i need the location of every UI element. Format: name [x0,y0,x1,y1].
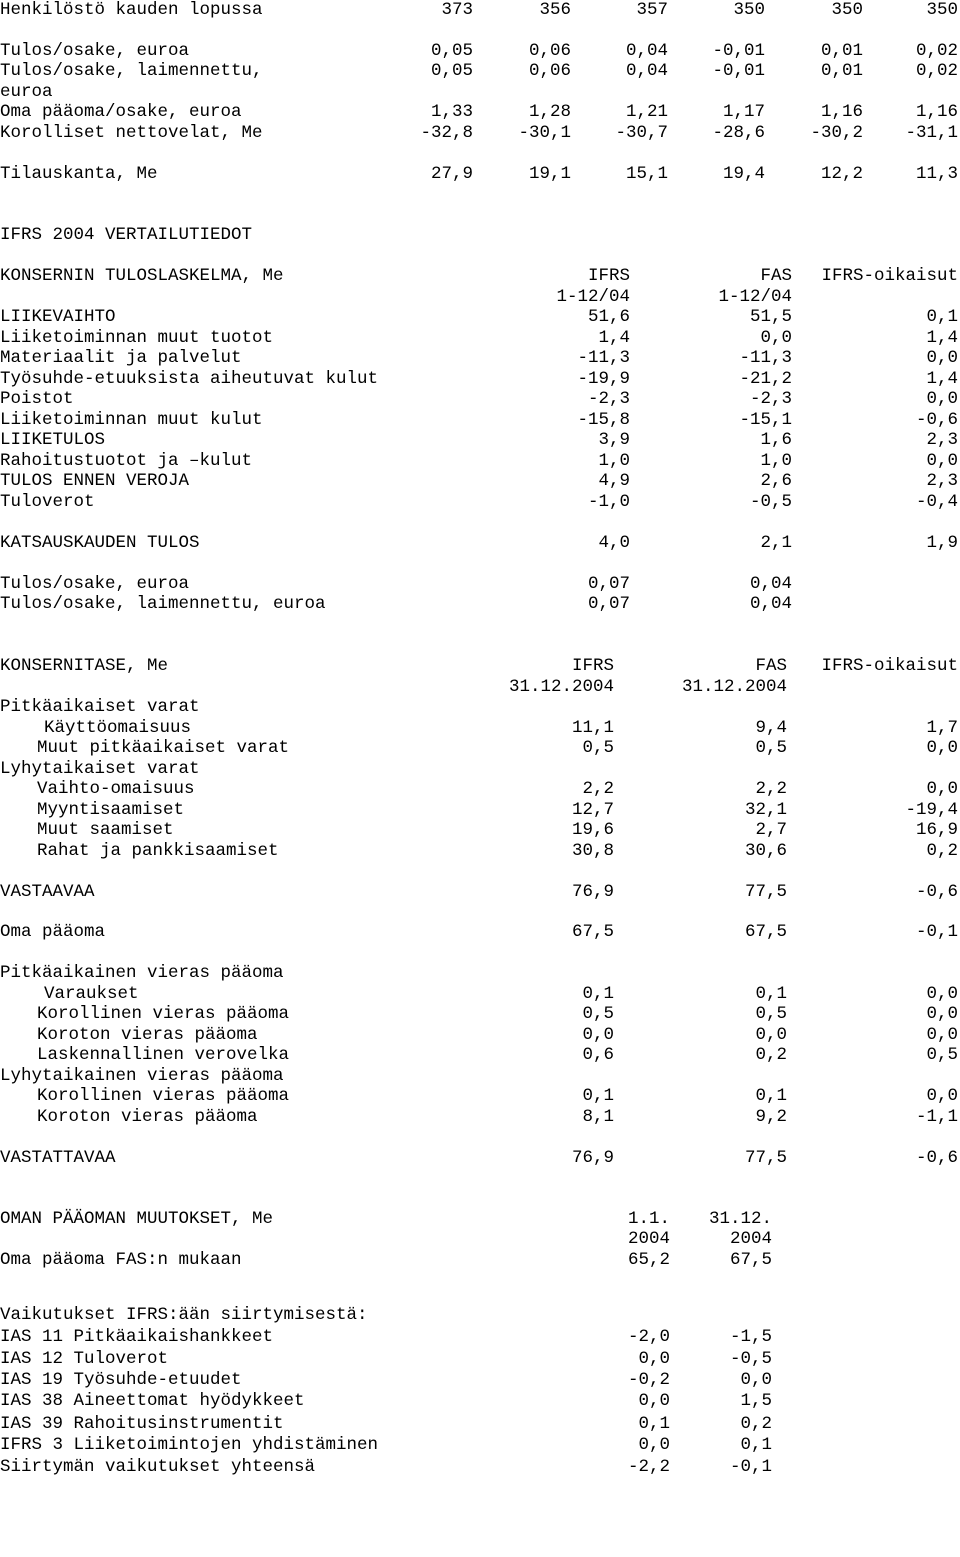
value-cell: -0,01 [712,61,765,81]
row-label: Liiketoiminnan muut tuotot [0,328,274,348]
value-cell: 0,0 [926,451,958,471]
row-label: Pitkäaikainen vieras pääoma [0,963,284,983]
row-label: IAS 19 Työsuhde-etuudet [0,1370,242,1390]
table-row [0,1045,960,1065]
row-label: Tulos/osake, euroa [0,574,190,594]
value-cell: 0,1 [582,984,614,1004]
value-cell: 0,04 [625,61,668,81]
value-cell: 1,5 [740,1391,772,1411]
value-cell: -11,3 [739,348,792,368]
period-fas: 1-12/04 [718,287,792,307]
value-cell: 2,2 [582,779,614,799]
table-row [0,1327,960,1347]
value-cell: 67,5 [744,922,787,942]
value-cell: 19,1 [528,164,571,184]
value-cell: 67,5 [729,1250,772,1270]
row-label: TULOS ENNEN VEROJA [0,471,190,491]
value-cell: 0,2 [755,1045,787,1065]
row-label: Korollinen vieras pääoma [37,1004,290,1024]
row-label: Tulos/osake, euroa [0,41,190,61]
row-label: Vaihto-omaisuus [37,779,195,799]
value-cell: -30,7 [615,123,668,143]
table-row [0,922,960,942]
row-label: IFRS 3 Liiketoimintojen yhdistäminen [0,1435,379,1455]
value-cell: -15,8 [577,410,630,430]
value-cell: 1,9 [926,533,958,553]
value-cell: 0,5 [755,738,787,758]
year-end: 2004 [729,1229,772,1249]
row-label: Muut saamiset [37,820,174,840]
table-row [0,451,960,471]
date-fas: 31.12.2004 [681,677,787,697]
value-cell: 1,4 [598,328,630,348]
value-cell: 4,9 [598,471,630,491]
value-cell: 0,0 [926,389,958,409]
value-cell: -1,5 [729,1327,772,1347]
value-cell: 16,9 [915,820,958,840]
value-cell: -0,6 [915,882,958,902]
row-label: IAS 39 Rahoitusinstrumentit [0,1414,284,1434]
row-label: Pitkäaikaiset varat [0,697,200,717]
value-cell: 0,01 [820,61,863,81]
value-cell: -21,2 [739,369,792,389]
row-label: Vaikutukset IFRS:ään siirtymisestä: [0,1305,368,1325]
value-cell: 0,2 [926,841,958,861]
equity-header [0,1209,960,1229]
table-row [0,1148,960,1168]
value-cell: 30,8 [571,841,614,861]
value-cell: 0,0 [740,1370,772,1390]
row-label: Oma pääoma [0,922,106,942]
column-header-ifrs-adjustments: IFRS-oikaisut [821,656,958,676]
row-label: Rahat ja pankkisaamiset [37,841,279,861]
table-row [0,841,960,861]
row-label: IAS 38 Aineettomat hyödykkeet [0,1391,305,1411]
period-ifrs: 1-12/04 [556,287,630,307]
value-cell: 1,4 [926,328,958,348]
value-cell: 9,2 [755,1107,787,1127]
value-cell: 2,1 [760,533,792,553]
row-label: IAS 12 Tuloverot [0,1349,169,1369]
value-cell: 1,17 [722,102,765,122]
table-row [0,779,960,799]
value-cell: 0,06 [528,61,571,81]
table-row [0,41,960,61]
row-label: Myyntisaamiset [37,800,185,820]
value-cell: 27,9 [430,164,473,184]
table-row [0,1349,960,1369]
table-row [0,594,960,614]
value-cell: 0,0 [926,1004,958,1024]
value-cell: 0,1 [926,307,958,327]
value-cell: 77,5 [744,882,787,902]
row-label: VASTATTAVAA [0,1148,116,1168]
value-cell: -0,2 [627,1370,670,1390]
table-row [0,164,960,184]
value-cell: 1,28 [528,102,571,122]
value-cell: 0,5 [755,1004,787,1024]
value-cell: -0,4 [915,492,958,512]
value-cell: 0,1 [755,1086,787,1106]
value-cell: 0,1 [740,1435,772,1455]
value-cell: 0,0 [926,1086,958,1106]
value-cell: 1,0 [760,451,792,471]
value-cell: 0,6 [582,1045,614,1065]
value-cell: 0,0 [582,1025,614,1045]
table-row [0,1025,960,1045]
column-header-fas: FAS [755,656,787,676]
value-cell: 2,3 [926,471,958,491]
income-title: KONSERNIN TULOSLASKELMA, Me [0,266,284,286]
table-row [0,61,960,81]
equity-title: OMAN PÄÄOMAN MUUTOKSET, Me [0,1209,274,1229]
balance-header [0,656,960,676]
value-cell: -1,0 [587,492,630,512]
table-row [0,348,960,368]
value-cell: 2,3 [926,430,958,450]
value-cell: 0,06 [528,41,571,61]
table-row [0,820,960,840]
value-cell: 0,0 [926,1025,958,1045]
row-label: Muut pitkäaikaiset varat [37,738,290,758]
row-label: Rahoitustuotot ja –kulut [0,451,253,471]
value-cell: 1,16 [915,102,958,122]
table-row [0,410,960,430]
row-label: Tulos/osake, laimennettu, [0,61,263,81]
table-row [0,82,960,102]
table-row [0,574,960,594]
table-row [0,1435,960,1455]
value-cell: 51,5 [749,307,792,327]
value-cell: 0,0 [926,779,958,799]
value-cell: 65,2 [627,1250,670,1270]
value-cell: 9,4 [755,718,787,738]
balance-title: KONSERNITASE, Me [0,656,169,676]
row-label: Siirtymän vaikutukset yhteensä [0,1457,316,1477]
section-title-text: IFRS 2004 VERTAILUTIEDOT [0,225,253,245]
table-row [0,1457,960,1477]
row-label: Korollinen vieras pääoma [37,1086,290,1106]
value-cell: 12,7 [571,800,614,820]
value-cell: 1,33 [430,102,473,122]
table-row [0,430,960,450]
value-cell: 0,07 [587,574,630,594]
row-label: Liiketoiminnan muut kulut [0,410,263,430]
balance-date-row [0,677,960,697]
value-cell: 19,6 [571,820,614,840]
column-header-ifrs: IFRS [571,656,614,676]
value-cell: 2,6 [760,471,792,491]
row-label: KATSAUSKAUDEN TULOS [0,533,200,553]
table-row [0,1370,960,1390]
value-cell: 32,1 [744,800,787,820]
value-cell: 1,21 [625,102,668,122]
table-row [0,369,960,389]
group-heading [0,963,960,983]
equity-year-row [0,1229,960,1249]
table-row [0,492,960,512]
table-row [0,1004,960,1024]
value-cell: 11,3 [915,164,958,184]
value-cell: 0,0 [926,348,958,368]
table-row [0,1391,960,1411]
value-cell: 0,5 [582,1004,614,1024]
row-label: VASTAAVAA [0,882,95,902]
column-header-fas: FAS [760,266,792,286]
value-cell: 30,6 [744,841,787,861]
value-cell: -31,1 [905,123,958,143]
value-cell: 0,04 [625,41,668,61]
value-cell: 0,04 [749,574,792,594]
row-label: Laskennallinen verovelka [37,1045,290,1065]
value-cell: -30,2 [810,123,863,143]
value-cell: 1,16 [820,102,863,122]
value-cell: 350 [831,0,863,20]
value-cell: -2,2 [627,1457,670,1477]
table-row [0,533,960,553]
row-label: Varaukset [44,984,139,1004]
value-cell: 0,02 [915,61,958,81]
row-label: Tulos/osake, laimennettu, euroa [0,594,326,614]
value-cell: -0,5 [729,1349,772,1369]
value-cell: 0,0 [638,1349,670,1369]
value-cell: 0,1 [755,984,787,1004]
row-label: Työsuhde-etuuksista aiheutuvat kulut [0,369,379,389]
value-cell: 356 [539,0,571,20]
value-cell: -0,01 [712,41,765,61]
value-cell: 8,1 [582,1107,614,1127]
value-cell: 0,02 [915,41,958,61]
value-cell: 77,5 [744,1148,787,1168]
value-cell: -19,9 [577,369,630,389]
value-cell: -2,3 [749,389,792,409]
row-label: IAS 11 Pitkäaikaishankkeet [0,1327,274,1347]
income-header [0,266,960,286]
value-cell: -15,1 [739,410,792,430]
group-heading [0,697,960,717]
value-cell: 0,04 [749,594,792,614]
group-heading [0,759,960,779]
value-cell: -32,8 [420,123,473,143]
value-cell: 0,05 [430,61,473,81]
row-label: LIIKEVAIHTO [0,307,116,327]
value-cell: 0,2 [740,1414,772,1434]
value-cell: 11,1 [571,718,614,738]
value-cell: -30,1 [518,123,571,143]
value-cell: 0,1 [638,1414,670,1434]
row-label: Tuloverot [0,492,95,512]
year-start: 2004 [627,1229,670,1249]
value-cell: -0,1 [915,922,958,942]
table-row [0,718,960,738]
value-cell: 2,7 [755,820,787,840]
row-label: Korolliset nettovelat, Me [0,123,263,143]
value-cell: 0,0 [638,1435,670,1455]
value-cell: 67,5 [571,922,614,942]
column-header-end: 31.12. [708,1209,772,1229]
value-cell: 76,9 [571,882,614,902]
table-row [0,389,960,409]
value-cell: 357 [636,0,668,20]
table-row [0,1086,960,1106]
value-cell: -1,1 [915,1107,958,1127]
value-cell: 1,6 [760,430,792,450]
group-heading [0,1305,960,1325]
column-header-start: 1.1. [627,1209,670,1229]
table-row [0,1250,960,1270]
value-cell: -2,0 [627,1327,670,1347]
table-row [0,328,960,348]
value-cell: -28,6 [712,123,765,143]
value-cell: -11,3 [577,348,630,368]
value-cell: 1,4 [926,369,958,389]
value-cell: 3,9 [598,430,630,450]
row-label: Tilauskanta, Me [0,164,158,184]
table-row [0,123,960,143]
value-cell: 0,0 [638,1391,670,1411]
value-cell: 1,0 [598,451,630,471]
value-cell: -0,5 [749,492,792,512]
table-row [0,1414,960,1434]
table-row [0,882,960,902]
value-cell: -0,6 [915,1148,958,1168]
value-cell: 0,0 [755,1025,787,1045]
value-cell: 2,2 [755,779,787,799]
table-row [0,984,960,1004]
table-row [0,800,960,820]
row-label: Materiaalit ja palvelut [0,348,242,368]
value-cell: 0,5 [582,738,614,758]
value-cell: 0,0 [760,328,792,348]
row-label: Henkilöstö kauden lopussa [0,0,263,20]
value-cell: 350 [733,0,765,20]
value-cell: 51,6 [587,307,630,327]
value-cell: 4,0 [598,533,630,553]
row-label: euroa [0,82,53,102]
table-row [0,0,960,20]
table-row [0,1107,960,1127]
table-row [0,102,960,122]
row-label: Oma pääoma/osake, euroa [0,102,242,122]
row-label: LIIKETULOS [0,430,106,450]
value-cell: -2,3 [587,389,630,409]
value-cell: -0,1 [729,1457,772,1477]
row-label: Koroton vieras pääoma [37,1107,258,1127]
value-cell: 0,0 [926,984,958,1004]
value-cell: 19,4 [722,164,765,184]
value-cell: 0,05 [430,41,473,61]
table-row [0,738,960,758]
value-cell: 15,1 [625,164,668,184]
row-label: Koroton vieras pääoma [37,1025,258,1045]
value-cell: 0,5 [926,1045,958,1065]
value-cell: 0,1 [582,1086,614,1106]
row-label: Käyttöomaisuus [44,718,192,738]
value-cell: 76,9 [571,1148,614,1168]
row-label: Lyhytaikainen vieras pääoma [0,1066,284,1086]
value-cell: 373 [441,0,473,20]
row-label: Lyhytaikaiset varat [0,759,200,779]
row-label: Oma pääoma FAS:n mukaan [0,1250,242,1270]
table-row [0,307,960,327]
date-ifrs: 31.12.2004 [508,677,614,697]
table-row [0,471,960,491]
income-period-row [0,287,960,307]
value-cell: 0,0 [926,738,958,758]
value-cell: 0,07 [587,594,630,614]
column-header-ifrs: IFRS [587,266,630,286]
value-cell: 0,01 [820,41,863,61]
value-cell: -19,4 [905,800,958,820]
value-cell: 350 [926,0,958,20]
value-cell: 1,7 [926,718,958,738]
value-cell: 12,2 [820,164,863,184]
column-header-ifrs-adjustments: IFRS-oikaisut [821,266,958,286]
value-cell: -0,6 [915,410,958,430]
group-heading [0,1066,960,1086]
section-title [0,225,960,245]
row-label: Poistot [0,389,74,409]
